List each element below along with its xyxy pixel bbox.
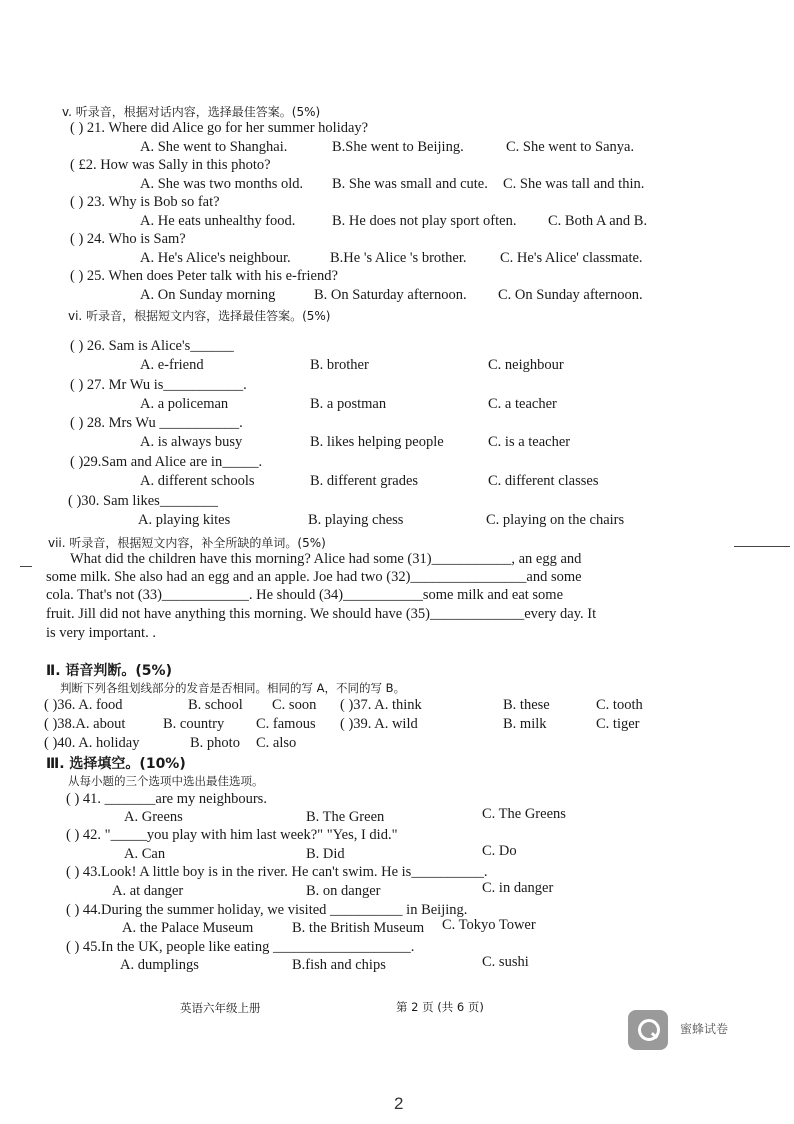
- question-30: ( )30. Sam likes________: [68, 493, 218, 509]
- option-27c: C. a teacher: [488, 396, 557, 412]
- option-37b: B. these: [503, 697, 550, 713]
- watermark-text: 蜜蜂试卷: [680, 1022, 729, 1036]
- option-29a: A. different schools: [140, 473, 255, 489]
- option-29c: C. different classes: [488, 473, 599, 489]
- option-30c: C. playing on the chairs: [486, 512, 625, 528]
- option-39c: C. tiger: [596, 716, 640, 732]
- option-26c: C. neighbour: [488, 357, 564, 373]
- question-28: ( ) 28. Mrs Wu ___________.: [70, 415, 243, 431]
- option-42b: B. Did: [306, 846, 345, 862]
- option-42c: C. Do: [482, 843, 517, 859]
- question-40: ( )40. A. holiday: [44, 735, 140, 751]
- question-29: ( )29.Sam and Alice are in_____.: [70, 454, 263, 470]
- option-24c: C. He's Alice' classmate.: [500, 250, 643, 266]
- option-28c: C. is a teacher: [488, 434, 571, 450]
- option-40c: C. also: [256, 735, 297, 751]
- option-21b: B.She went to Beijing.: [332, 139, 464, 155]
- option-24a: A. He's Alice's neighbour.: [140, 250, 291, 266]
- option-22b: B. She was small and cute.: [332, 176, 488, 192]
- option-25b: B. On Saturday afternoon.: [314, 287, 467, 303]
- question-24: ( ) 24. Who is Sam?: [70, 231, 186, 247]
- option-25a: A. On Sunday morning: [140, 287, 276, 303]
- question-23: ( ) 23. Why is Bob so fat?: [70, 194, 220, 210]
- option-38b: B. country: [163, 716, 225, 732]
- question-43: ( ) 43.Look! A little boy is in the river. He can't swim. He is__________.: [66, 864, 488, 880]
- option-44c: C. Tokyo Tower: [442, 917, 536, 933]
- option-24b: B.He 's Alice 's brother.: [330, 250, 467, 266]
- option-41b: B. The Green: [306, 809, 385, 825]
- option-41a: A. Greens: [124, 809, 183, 825]
- option-23c: C. Both A and B.: [548, 213, 648, 229]
- option-41c: C. The Greens: [482, 806, 566, 822]
- question-21: ( ) 21. Where did Alice go for her summer holiday?: [70, 120, 369, 136]
- option-29b: B. different grades: [310, 473, 419, 489]
- option-43c: C. in danger: [482, 880, 554, 896]
- question-38: ( )38.A. about: [44, 716, 126, 732]
- question-44: ( ) 44.During the summer holiday, we visited __________ in Beijing.: [66, 902, 468, 918]
- question-42: ( ) 42. "_____you play with him last week?" "Yes, I did.": [66, 827, 398, 843]
- scan-mark-right: [734, 546, 790, 547]
- option-27a: A. a policeman: [140, 396, 229, 412]
- passage-line-1: What did the children have this morning? Alice had some (31)___________, an egg and: [70, 551, 582, 567]
- question-26: ( ) 26. Sam is Alice's______: [70, 338, 234, 354]
- question-37: ( )37. A. think: [340, 697, 422, 713]
- option-28a: A. is always busy: [140, 434, 243, 450]
- option-22a: A. She was two months old.: [140, 176, 304, 192]
- option-44a: A. the Palace Museum: [122, 920, 254, 936]
- passage-line-4: fruit. Jill did not have anything this morning. We should have (35)_____________every day. It: [46, 606, 597, 622]
- bee-logo-icon: [628, 1010, 668, 1050]
- option-45a: A. dumplings: [120, 957, 199, 973]
- page-number: 2: [394, 1094, 404, 1113]
- part-ii-header: Ⅱ. 语音判断。(5%): [46, 663, 172, 679]
- question-36: ( )36. A. food: [44, 697, 123, 713]
- option-23a: A. He eats unhealthy food.: [140, 213, 296, 229]
- option-27b: B. a postman: [310, 396, 387, 412]
- option-25c: C. On Sunday afternoon.: [498, 287, 643, 303]
- question-22: ( £2. How was Sally in this photo?: [70, 157, 271, 173]
- question-27: ( ) 27. Mr Wu is___________.: [70, 377, 247, 393]
- option-30a: A. playing kites: [138, 512, 231, 528]
- section-vi-header: vi. 听录音，根据短文内容，选择最佳答案。(5%): [68, 309, 331, 323]
- part-iii-header: Ⅲ. 选择填空。(10%): [46, 756, 186, 772]
- footer-page-info: 第 2 页 (共 6 页): [396, 1000, 484, 1014]
- question-41: ( ) 41. _______are my neighbours.: [66, 791, 267, 807]
- option-43a: A. at danger: [112, 883, 184, 899]
- option-26b: B. brother: [310, 357, 369, 373]
- option-30b: B. playing chess: [308, 512, 404, 528]
- option-28b: B. likes helping people: [310, 434, 444, 450]
- option-21a: A. She went to Shanghai.: [140, 139, 288, 155]
- question-39: ( )39. A. wild: [340, 716, 418, 732]
- option-42a: A. Can: [124, 846, 166, 862]
- scan-mark-left: [20, 566, 32, 567]
- option-38c: C. famous: [256, 716, 316, 732]
- section-vii-header: vii. 听录音，根据短文内容，补全所缺的单词。(5%): [48, 536, 326, 550]
- passage-line-5: is very important. .: [46, 625, 156, 641]
- option-40b: B. photo: [190, 735, 240, 751]
- passage-line-3: cola. That's not (33)____________. He should (34)___________some milk and eat some: [46, 587, 564, 603]
- footer-subject: 英语六年级上册: [180, 1001, 261, 1015]
- part-ii-instruction: 判断下列各组划线部分的发音是否相同。相同的写 A，不同的写 B。: [60, 681, 406, 695]
- option-39b: B. milk: [503, 716, 547, 732]
- option-21c: C. She went to Sanya.: [506, 139, 635, 155]
- passage-line-2: some milk. She also had an egg and an apple. Joe had two (32)________________and some: [46, 569, 582, 585]
- option-37c: C. tooth: [596, 697, 643, 713]
- section-v-header: v. 听录音，根据对话内容，选择最佳答案。(5%): [62, 105, 321, 119]
- option-45c: C. sushi: [482, 954, 529, 970]
- option-36c: C. soon: [272, 697, 317, 713]
- option-22c: C. She was tall and thin.: [503, 176, 645, 192]
- question-25: ( ) 25. When does Peter talk with his e-friend?: [70, 268, 338, 284]
- option-43b: B. on danger: [306, 883, 381, 899]
- option-45b: B.fish and chips: [292, 957, 386, 973]
- option-26a: A. e-friend: [140, 357, 204, 373]
- part-iii-instruction: 从每小题的三个选项中选出最佳选项。: [68, 774, 264, 788]
- option-36b: B. school: [188, 697, 243, 713]
- question-45: ( ) 45.In the UK, people like eating ___________________.: [66, 939, 415, 955]
- option-23b: B. He does not play sport often.: [332, 213, 517, 229]
- option-44b: B. the British Museum: [292, 920, 425, 936]
